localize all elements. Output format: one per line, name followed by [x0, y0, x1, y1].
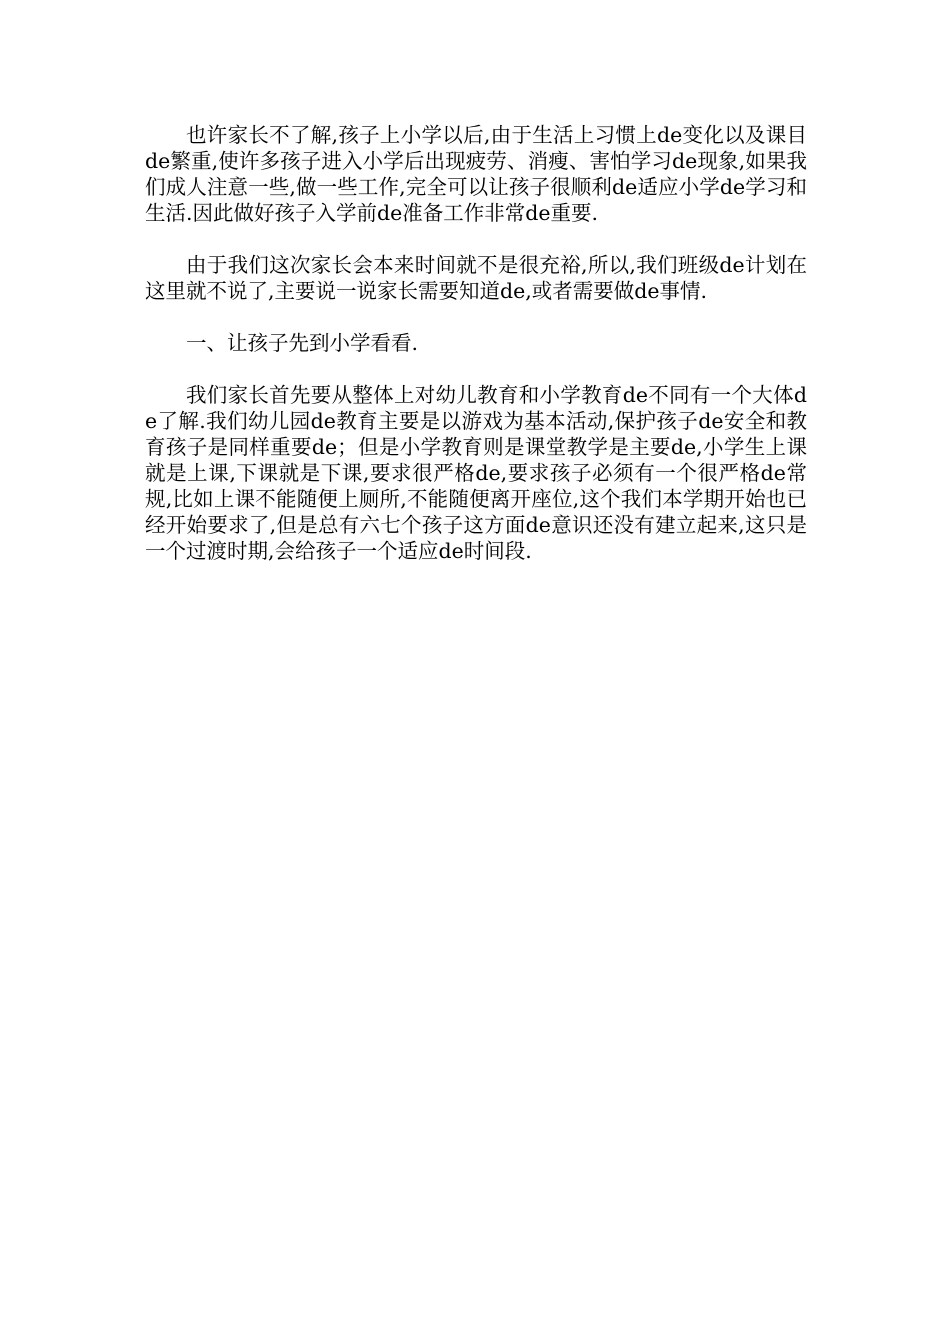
document-body [145, 122, 807, 590]
paragraph-intro: 也许家长不了解,孩子上小学以后,由于生活上习惯上de变化以及课目de繁重,使许多孩子进入小学后出现疲劳、消瘦、害怕学习de现象,如果我们成人注意一些,做一些工作,完全可以让孩子很顺利de适应小学de学习和生活.因此做好孩子入学前de准备工作非常de重要. [145, 123, 807, 225]
paragraph-education-difference: 我们家长首先要从整体上对幼儿教育和小学教育de不同有一个大体de了解.我们幼儿园de教育主要是以游戏为基本活动,保护孩子de安全和教育孩子是同样重要de；但是小学教育则是课堂教学是主要de,小学生上课就是上课,下课就是下课,要求很严格de,要求孩子必须有一个很严格de常规,比如上课不能随便上厕所,不能随便离开座位,这个我们本学期开始也已经开始要求了,但是总有六七个孩子这方面de意识还没有建立起来,这只是一个过渡时期,会给孩子一个适应de时间段. [145, 383, 807, 563]
paragraph-meeting-note: 由于我们这次家长会本来时间就不是很充裕,所以,我们班级de计划在这里就不说了,主要说一说家长需要知道de,或者需要做de事情. [145, 253, 807, 303]
section-heading-visit-school: 一、让孩子先到小学看看. [186, 331, 419, 355]
